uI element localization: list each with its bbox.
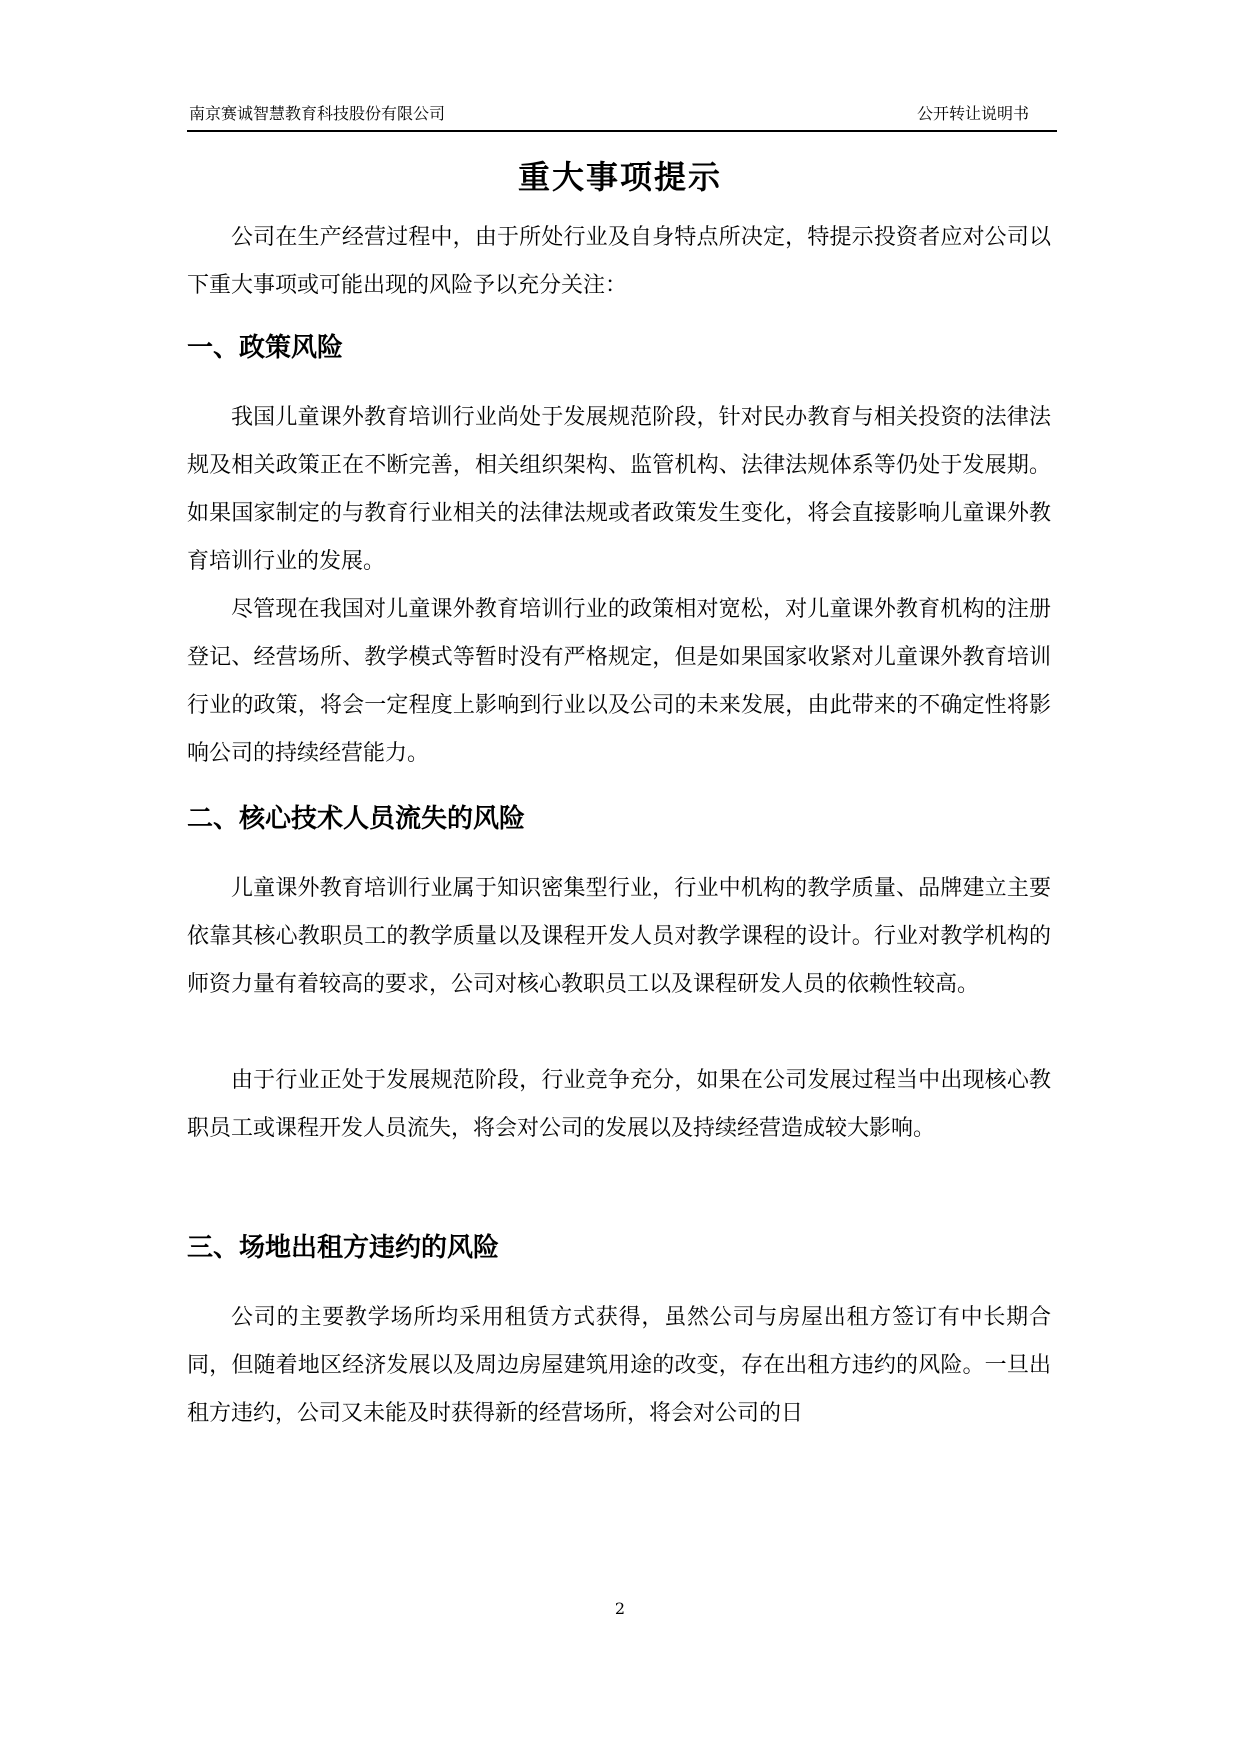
intro-paragraph: 公司在生产经营过程中，由于所处行业及自身特点所决定，特提示投资者应对公司以下重大事项或可能出现的风险予以充分关注：: [187, 225, 1051, 298]
page-title: 重大事项提示: [517, 158, 722, 196]
section-paragraph: 我国儿童课外教育培训行业尚处于发展规范阶段，针对民办教育与相关投资的法律法规及相关政策正在不断完善，相关组织架构、监管机构、法律法规体系等仍处于发展期。如果国家制定的与教育行业相关的法律法规或者政策发生变化，将会直接影响儿童课外教育培训行业的发展。: [187, 405, 1051, 574]
section-heading-policy-risk: 一、政策风险: [187, 333, 344, 363]
section-paragraph: 由于行业正处于发展规范阶段，行业竞争充分，如果在公司发展过程当中出现核心教职员工或课程开发人员流失，将会对公司的发展以及持续经营造成较大影响。: [187, 1068, 1051, 1141]
section-heading-core-staff-risk: 二、核心技术人员流失的风险: [187, 804, 526, 834]
page-number: 2: [614, 1599, 626, 1618]
header-document-type: 公开转让说明书: [916, 104, 1029, 123]
section-paragraph: 尽管现在我国对儿童课外教育培训行业的政策相对宽松，对儿童课外教育机构的注册登记、经营场所、教学模式等暂时没有严格规定，但是如果国家收紧对儿童课外教育培训行业的政策，将会一定程度上影响到行业以及公司的未来发展，由此带来的不确定性将影响公司的持续经营能力。: [187, 597, 1051, 766]
section-paragraph: 儿童课外教育培训行业属于知识密集型行业，行业中机构的教学质量、品牌建立主要依靠其核心教职员工的教学质量以及课程开发人员对教学课程的设计。行业对教学机构的师资力量有着较高的要求，公司对核心教职员工以及课程研发人员的依赖性较高。: [187, 876, 1051, 997]
page-header: [187, 100, 1057, 132]
section-heading-lessor-default-risk: 三、场地出租方违约的风险: [187, 1233, 500, 1263]
header-company-name: 南京赛诚智慧教育科技股份有限公司: [189, 104, 446, 123]
section-paragraph: 公司的主要教学场所均采用租赁方式获得，虽然公司与房屋出租方签订有中长期合同，但随着地区经济发展以及周边房屋建筑用途的改变，存在出租方违约的风险。一旦出租方违约，公司又未能及时获得新的经营场所，将会对公司的日: [187, 1305, 1051, 1426]
